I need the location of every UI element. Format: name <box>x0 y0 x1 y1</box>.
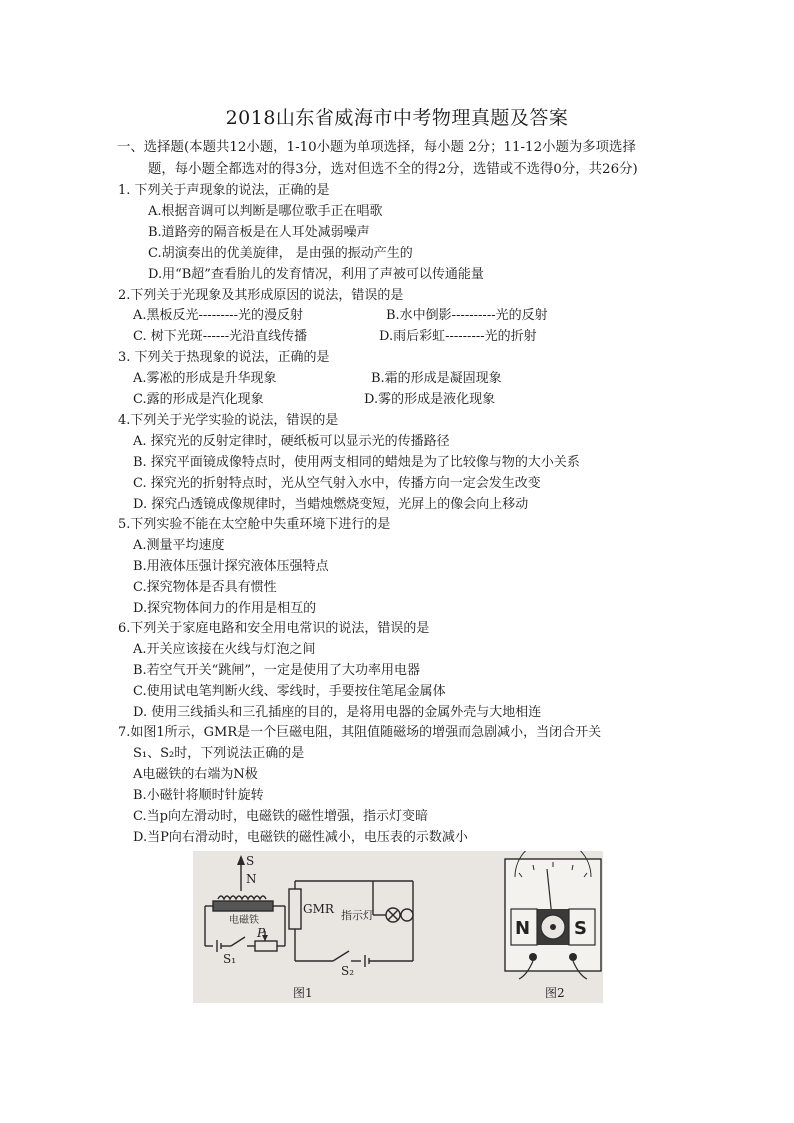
q3-option-d: D.雾的形成是液化现象 <box>364 392 496 407</box>
q5-stem: 5.下列实验不能在太空舱中失重环境下进行的是 <box>118 517 391 532</box>
q3-option-c: C.露的形成是汽化现象 <box>133 392 264 407</box>
q2-option-d: D.雨后彩虹---------光的折射 <box>379 329 537 344</box>
meter-pole-n: N <box>515 918 531 939</box>
q2-option-a: A.黑板反光---------光的漫反射 <box>133 308 304 323</box>
q2-option-c: C. 树下光斑------光沿直线传播 <box>133 329 308 344</box>
q2-option-b: B.水中倒影----------光的反射 <box>386 308 548 323</box>
q1-stem: 1. 下列关于声现象的说法，正确的是 <box>118 183 330 198</box>
switch2-label: S₂ <box>341 964 355 978</box>
figure2-caption: 图2 <box>545 986 565 1000</box>
q7-option-d: D.当P向右滑动时，电磁铁的磁性减小，电压表的示数减小 <box>133 830 468 845</box>
q7-stem-line2: S₁、S₂时，下列说法正确的是 <box>133 746 305 761</box>
figure-svg <box>193 851 603 1003</box>
magnet-s-label: S <box>246 854 255 868</box>
switch1-label: S₁ <box>223 952 237 966</box>
slider-label: P <box>257 926 266 940</box>
q6-option-d: D. 使用三线插头和三孔插座的目的，是将用电器的金属外壳与大地相连 <box>133 705 542 720</box>
q1-option-c: C.胡演奏出的优美旋律， 是由强的振动产生的 <box>148 246 413 261</box>
q7-option-c: C.当p向左滑动时，电磁铁的磁性增强，指示灯变暗 <box>133 809 428 824</box>
q6-option-b: B.若空气开关“跳闸”，一定是使用了大功率用电器 <box>133 663 420 678</box>
q1-option-b: B.道路旁的隔音板是在人耳处减弱噪声 <box>148 225 370 240</box>
meter-pole-s: S <box>574 918 587 939</box>
q4-stem: 4.下列关于光学实验的说法，错误的是 <box>118 413 339 428</box>
q6-stem: 6.下列关于家庭电路和安全用电常识的说法，错误的是 <box>118 621 430 636</box>
q3-option-b: B.霜的形成是凝固现象 <box>371 371 502 386</box>
section-heading-line1: 一、选择题(本题共12小题，1-10小题为单项选择，每小题 2分；11-12小题为多项选择 <box>117 140 636 155</box>
q5-option-b: B.用液体压强计探究液体压强特点 <box>133 559 329 574</box>
q4-option-c: C. 探究光的折射特点时，光从空气射入水中，传播方向一定会发生改变 <box>133 476 541 491</box>
q6-option-a: A.开关应该接在火线与灯泡之间 <box>133 642 316 657</box>
q5-option-d: D.探究物体间力的作用是相互的 <box>133 601 317 616</box>
q4-option-d: D. 探究凸透镜成像规律时，当蜡烛燃烧变短，光屏上的像会向上移动 <box>133 497 529 512</box>
q1-option-a: A.根据音调可以判断是哪位歌手正在唱歌 <box>148 204 383 219</box>
lamp-label: 指示灯 <box>341 909 374 922</box>
q3-stem: 3. 下列关于热现象的说法，正确的是 <box>118 350 330 365</box>
q3-option-a: A.雾凇的形成是升华现象 <box>133 371 277 386</box>
magnet-n-label: N <box>246 872 257 886</box>
q5-option-c: C.探究物体是否具有惯性 <box>133 580 277 595</box>
q6-option-c: C.使用试电笔判断火线、零线时，手要按住笔尾金属体 <box>133 684 446 699</box>
q2-stem: 2.下列关于光现象及其形成原因的说法，错误的是 <box>118 288 404 303</box>
q5-option-a: A.测量平均速度 <box>133 538 225 553</box>
gmr-label: GMR <box>303 902 334 916</box>
section-heading-line2: 题，每小题全都选对的得3分，选对但选不全的得2分，选错或不选得0分，共26分) <box>148 162 638 177</box>
figure-panel <box>193 851 603 1003</box>
electromagnet-label: 电磁铁 <box>229 915 259 926</box>
page-title: 2018山东省威海市中考物理真题及答案 <box>225 107 569 129</box>
q7-option-a: A电磁铁的右端为N极 <box>133 767 258 782</box>
q1-option-d: D.用“B超”查看胎儿的发育情况，利用了声被可以传通能量 <box>148 267 484 282</box>
figure1-caption: 图1 <box>293 986 313 1000</box>
figure2-meter <box>505 851 601 979</box>
q7-option-b: B.小磁针将顺时针旋转 <box>133 788 264 803</box>
q4-option-a: A. 探究光的反射定律时，硬纸板可以显示光的传播路径 <box>133 434 450 449</box>
q7-stem-line1: 7.如图1所示，GMR是一个巨磁电阻，其阻值随磁场的增强而急剧减小，当闭合开关 <box>118 725 602 740</box>
q4-option-b: B. 探究平面镜成像特点时，使用两支相同的蜡烛是为了比较像与物的大小关系 <box>133 455 580 470</box>
